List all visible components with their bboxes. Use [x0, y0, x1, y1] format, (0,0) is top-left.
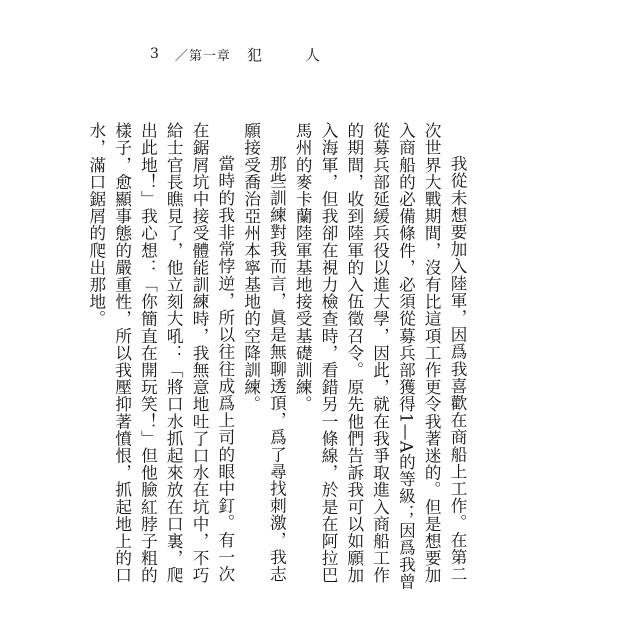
vertical-body-text: [86, 122, 470, 592]
page-number: 3: [150, 46, 159, 62]
chapter-label: ／第一章: [174, 48, 231, 64]
paragraph-1: 我從未想要加入陸軍，因爲我喜歡在商船上工作。在第二次世界大戰期間，沒有比這項工作更令我著迷的。但是想要加入商船的必備條件，必須從募兵部獲得1—A的等級；因爲我曾從募兵部延緩兵役以進大學，因此，就在我爭取進入商船工作的期間，收到陸軍的入伍徵召令。原先他們告訴我可以如願加入海軍，但我卻在視力檢查時，看錯另一條線，於是在阿拉巴馬州的麥卡蘭陸軍基地接受基礎訓練。: [293, 122, 467, 591]
paragraph-3: 當時的我非常悖逆，所以往往成爲上司的眼中釘。有一次在鋸屑坑中接受體能訓練時，我無意地吐了口水在坑中，不巧給士官長瞧見了，他立刻大吼：「將口水抓起來放在口裏，爬出此地！」我心想：「你簡直在開玩笑！」但他臉紅脖子粗的樣子，愈顯事態的嚴重性，所以我壓抑著憤恨，抓起地上的口水，滿口鋸屑的爬出那地。: [86, 122, 235, 584]
chapter-title: 犯 人: [246, 45, 334, 64]
paragraph-2: 那些訓練對我而言，眞是無聊透頂，爲了尋找刺激，我志願接受喬治亞州本寧基地的空降訓練。: [241, 122, 287, 583]
running-header: [150, 44, 334, 64]
